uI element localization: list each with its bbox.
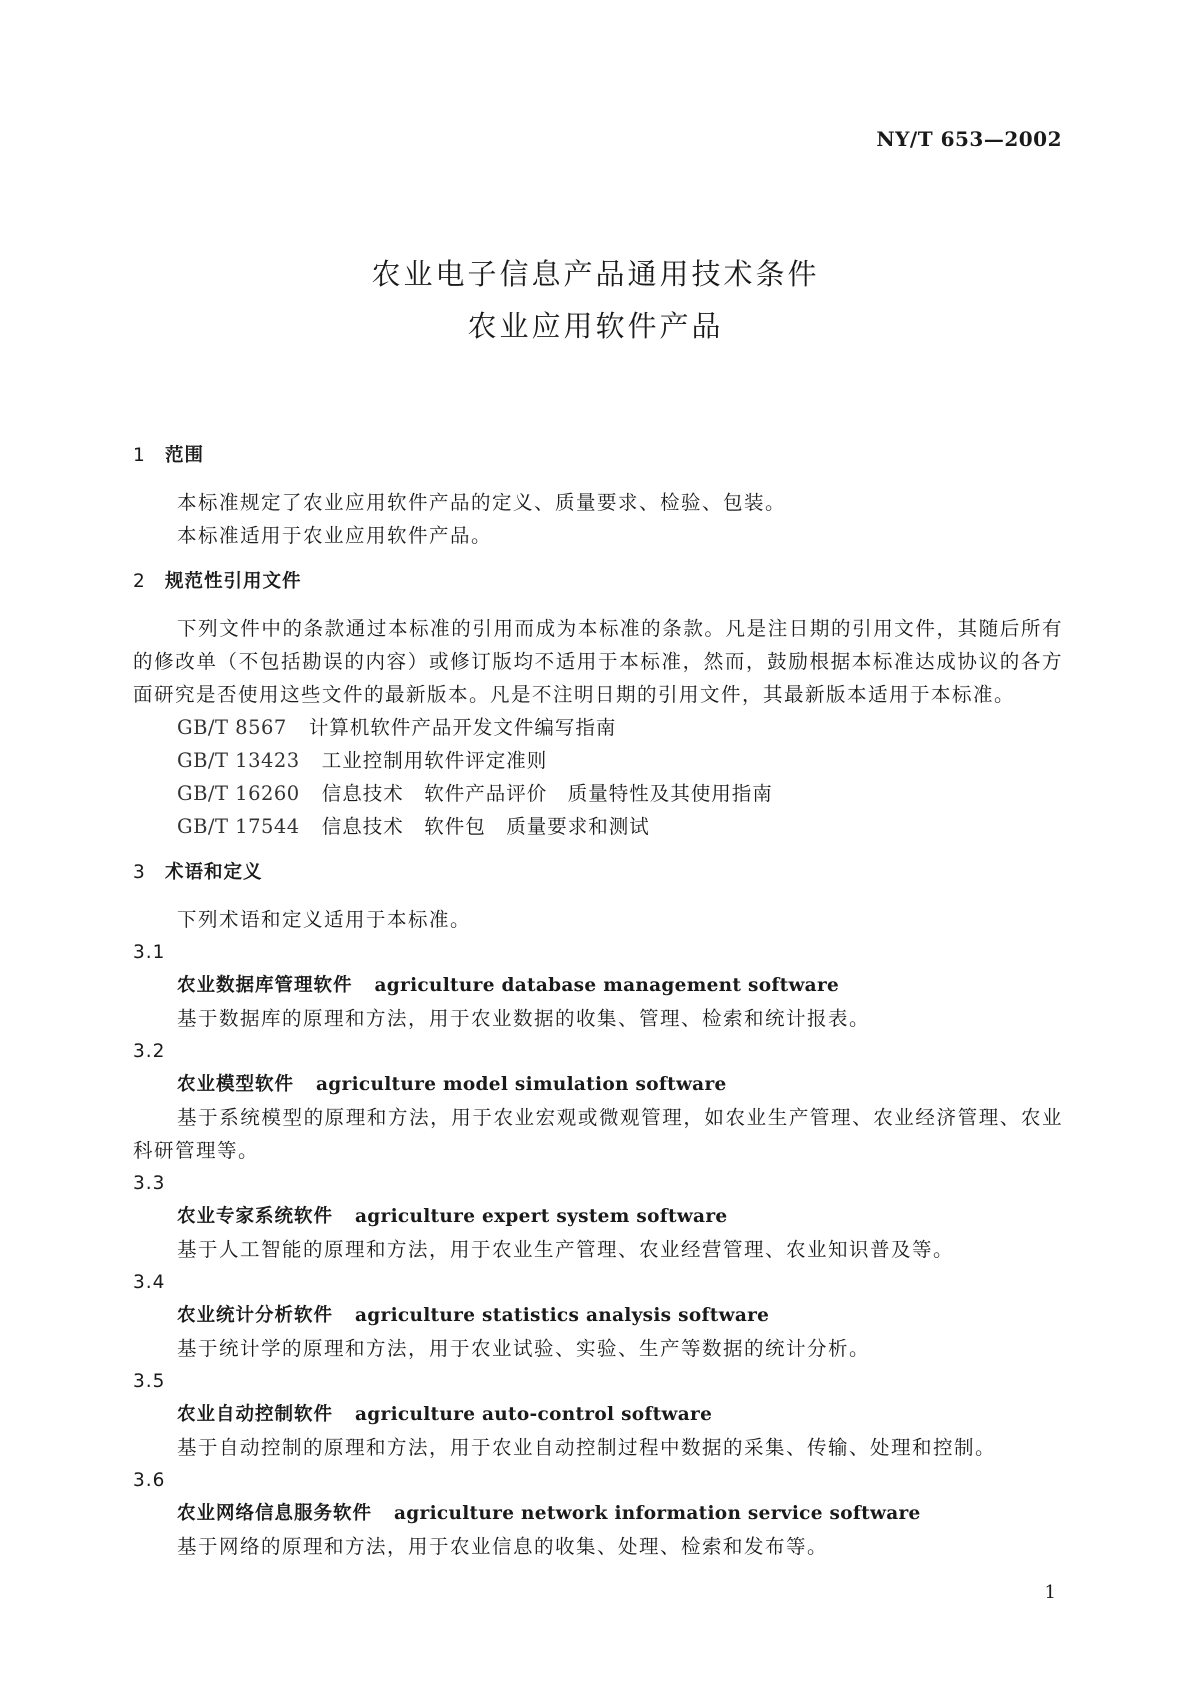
term-en: agriculture expert system software [355, 1206, 728, 1227]
document-title [0, 248, 1191, 352]
reference-item [133, 810, 1063, 843]
section-number: 2 [133, 571, 146, 592]
term-cn: 农业网络信息服务软件 [177, 1503, 373, 1524]
term-number: 3.4 [133, 1272, 166, 1293]
section-title: 规范性引用文件 [165, 571, 302, 592]
reference-item [133, 744, 1063, 777]
reference-title: 工业控制用软件评定准则 [321, 749, 548, 772]
reference-code: GB/T 8567 [177, 716, 287, 739]
term-title [133, 1068, 1063, 1101]
paragraph: 下列文件中的条款通过本标准的引用而成为本标准的条款。凡是注日期的引用文件，其随后所有的修改单（不包括勘误的内容）或修订版均不适用于本标准，然而，鼓励根据本标准达成协议的各方面研究是否使用这些文件的最新版本。凡是不注明日期的引用文件，其最新版本适用于本标准。 [133, 617, 1063, 706]
reference-code: GB/T 16260 [177, 782, 300, 805]
term-title [133, 1398, 1063, 1431]
paragraph: 本标准规定了农业应用软件产品的定义、质量要求、检验、包装。 [177, 491, 787, 514]
term-title [133, 1497, 1063, 1530]
term-title [133, 1299, 1063, 1332]
section-number: 3 [133, 862, 146, 883]
term-number: 3.3 [133, 1173, 166, 1194]
paragraph: 下列术语和定义适用于本标准。 [177, 908, 472, 931]
reference-title: 信息技术 软件产品评价 质量特性及其使用指南 [321, 782, 773, 805]
section-number: 1 [133, 445, 146, 466]
reference-code: GB/T 17544 [177, 815, 300, 838]
paragraph: 本标准适用于农业应用软件产品。 [177, 524, 493, 547]
term-definition: 基于网络的原理和方法，用于农业信息的收集、处理、检索和发布等。 [177, 1535, 829, 1558]
term-en: agriculture auto-control software [355, 1404, 713, 1425]
title-line-1: 农业电子信息产品通用技术条件 [371, 257, 820, 291]
section-heading-scope [133, 440, 1063, 472]
term-title [133, 1200, 1063, 1233]
term-number: 3.5 [133, 1371, 166, 1392]
term-en: agriculture statistics analysis software [355, 1305, 770, 1326]
term-cn: 农业模型软件 [177, 1074, 295, 1095]
term-cn: 农业数据库管理软件 [177, 975, 353, 996]
term-en: agriculture model simulation software [316, 1074, 727, 1095]
section-title: 术语和定义 [165, 862, 263, 883]
document-body [133, 440, 1063, 1563]
term-cn: 农业自动控制软件 [177, 1404, 334, 1425]
reference-code: GB/T 13423 [177, 749, 300, 772]
term-number: 3.6 [133, 1470, 166, 1491]
term-number: 3.1 [133, 942, 166, 963]
term-definition: 基于人工智能的原理和方法，用于农业生产管理、农业经营管理、农业知识普及等。 [177, 1238, 955, 1261]
section-heading-normative-references [133, 566, 1063, 598]
term-definition: 基于统计学的原理和方法，用于农业试验、实验、生产等数据的统计分析。 [177, 1337, 871, 1360]
reference-item [133, 777, 1063, 810]
reference-title: 信息技术 软件包 质量要求和测试 [321, 815, 650, 838]
term-title [133, 969, 1063, 1002]
page-number: 1 [1044, 1582, 1056, 1603]
term-cn: 农业统计分析软件 [177, 1305, 334, 1326]
title-line-2: 农业应用软件产品 [467, 309, 724, 343]
section-heading-terms-definitions [133, 857, 1063, 889]
term-en: agriculture database management software [374, 975, 840, 996]
term-en: agriculture network information service software [394, 1503, 921, 1524]
reference-title: 计算机软件产品开发文件编写指南 [308, 716, 617, 739]
term-definition: 基于自动控制的原理和方法，用于农业自动控制过程中数据的采集、传输、处理和控制。 [177, 1436, 997, 1459]
term-cn: 农业专家系统软件 [177, 1206, 334, 1227]
document-code: NY/T 653—2002 [876, 127, 1062, 151]
reference-item [133, 711, 1063, 744]
term-definition: 基于数据库的原理和方法，用于农业数据的收集、管理、检索和统计报表。 [177, 1007, 871, 1030]
section-title: 范围 [165, 445, 205, 466]
term-number: 3.2 [133, 1041, 166, 1062]
term-definition: 基于系统模型的原理和方法，用于农业宏观或微观管理，如农业生产管理、农业经济管理、农业科研管理等。 [133, 1106, 1063, 1162]
